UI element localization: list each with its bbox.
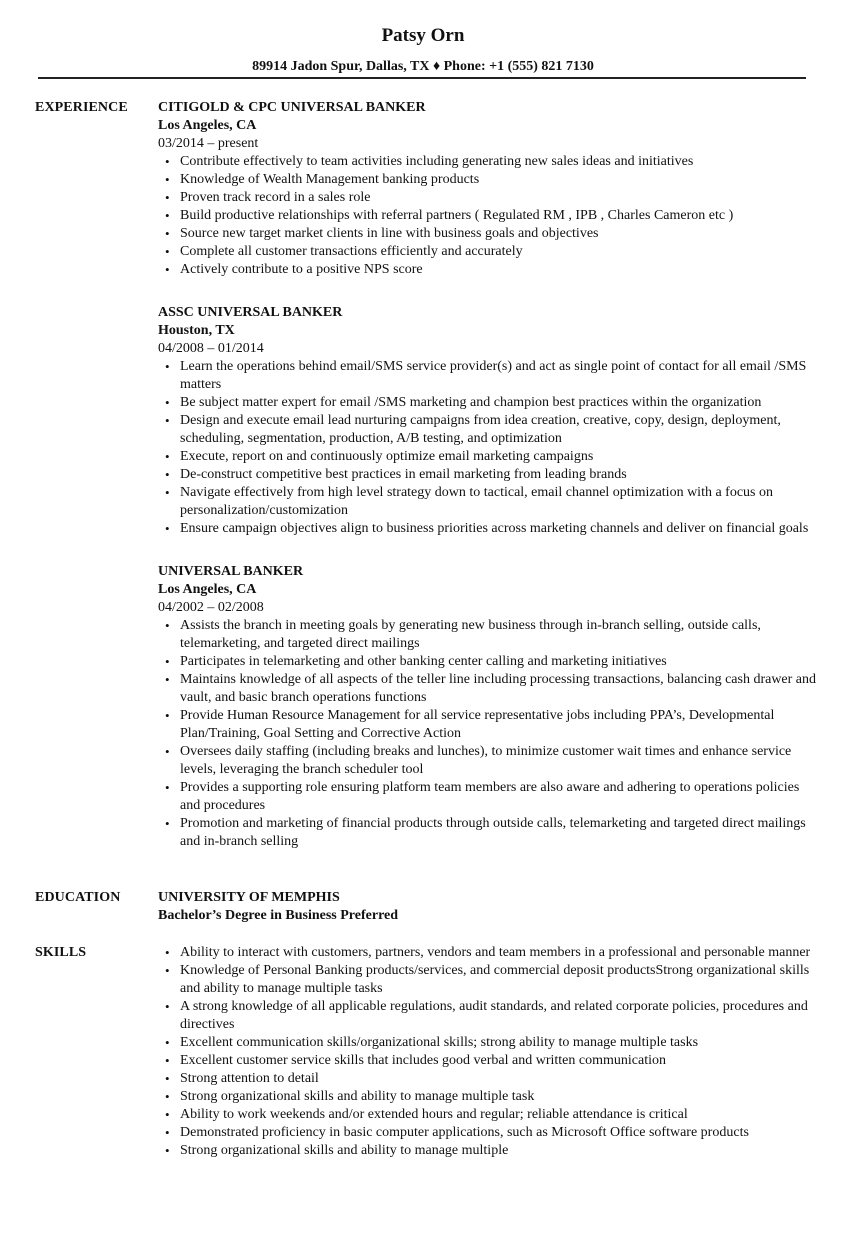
list-item: • Complete all customer transactions efficiently and accurately bbox=[158, 243, 818, 261]
job-entry bbox=[158, 304, 818, 538]
list-item: • Knowledge of Personal Banking products/services, and commercial deposit productsStrong organizational skills and ability to manage multiple tasks bbox=[158, 962, 818, 998]
job-entry bbox=[158, 99, 818, 279]
job-entry bbox=[158, 563, 818, 851]
list-item: • Knowledge of Wealth Management banking products bbox=[158, 171, 818, 189]
section-label-education: EDUCATION bbox=[35, 890, 121, 905]
job-title: ASSC UNIVERSAL BANKER bbox=[158, 305, 343, 320]
list-item: • Promotion and marketing of financial products through outside calls, telemarketing and targeted direct mailings and in-branch selling bbox=[158, 815, 818, 851]
list-item: • Strong organizational skills and ability to manage multiple bbox=[158, 1142, 818, 1160]
section-label-experience: EXPERIENCE bbox=[35, 100, 128, 115]
list-item: • Excellent communication skills/organizational skills; strong ability to manage multiple tasks bbox=[158, 1034, 818, 1052]
list-item: • Strong attention to detail bbox=[158, 1070, 818, 1088]
job-location: Los Angeles, CA bbox=[158, 582, 257, 597]
list-item: • Provides a supporting role ensuring platform team members are also aware and adhering to operations policies and procedures bbox=[158, 779, 818, 815]
job-dates: 04/2002 – 02/2008 bbox=[158, 600, 264, 615]
list-item: • Demonstrated proficiency in basic computer applications, such as Microsoft Office software products bbox=[158, 1124, 818, 1142]
list-item: • Participates in telemarketing and other banking center calling and marketing initiatives bbox=[158, 653, 818, 671]
candidate-name: Patsy Orn bbox=[381, 25, 465, 46]
job-bullets bbox=[158, 617, 818, 851]
list-item: • Strong organizational skills and ability to manage multiple task bbox=[158, 1088, 818, 1106]
job-bullets bbox=[158, 153, 818, 279]
list-item: • Source new target market clients in line with business goals and objectives bbox=[158, 225, 818, 243]
list-item: • Actively contribute to a positive NPS score bbox=[158, 261, 818, 279]
list-item: • Navigate effectively from high level strategy down to tactical, email channel optimization with a focus on personalization/customization bbox=[158, 484, 818, 520]
list-item: • Proven track record in a sales role bbox=[158, 189, 818, 207]
list-item: • Provide Human Resource Management for all service representative jobs including PPA’s, Developmental Plan/Training, Goal Setting and Corrective Action bbox=[158, 707, 818, 743]
skills-bullets bbox=[158, 944, 818, 1160]
list-item: • Build productive relationships with referral partners ( Regulated RM , IPB , Charles Cameron etc ) bbox=[158, 207, 818, 225]
list-item: • Learn the operations behind email/SMS service provider(s) and act as single point of contact for all email /SMS matters bbox=[158, 358, 818, 394]
list-item: • Ability to interact with customers, partners, vendors and team members in a professional and personable manner bbox=[158, 944, 818, 962]
degree: Bachelor’s Degree in Business Preferred bbox=[158, 908, 399, 923]
list-item: • Oversees daily staffing (including breaks and lunches), to minimize customer wait times and enhance service levels, leveraging the branch scheduler tool bbox=[158, 743, 818, 779]
job-dates: 04/2008 – 01/2014 bbox=[158, 341, 264, 356]
list-item: • Excellent customer service skills that includes good verbal and written communication bbox=[158, 1052, 818, 1070]
job-location: Los Angeles, CA bbox=[158, 118, 257, 133]
list-item: • De-construct competitive best practices in email marketing from leading brands bbox=[158, 466, 818, 484]
list-item: • Design and execute email lead nurturing campaigns from idea creation, creative, copy, design, deployment, scheduling, segmentation, production, A/B testing, and optimization bbox=[158, 412, 818, 448]
list-item: • Execute, report on and continuously optimize email marketing campaigns bbox=[158, 448, 818, 466]
section-label-skills: SKILLS bbox=[35, 945, 87, 960]
job-dates: 03/2014 – present bbox=[158, 136, 259, 151]
list-item: • Maintains knowledge of all aspects of the teller line including processing transactions, balancing cash drawer and vault, and basic branch operations functions bbox=[158, 671, 818, 707]
list-item: • Ensure campaign objectives align to business priorities across marketing channels and deliver on financial goals bbox=[158, 520, 818, 538]
contact-line: 89914 Jadon Spur, Dallas, TX ♦ Phone: +1 (555) 821 7130 bbox=[252, 59, 594, 74]
list-item: • Ability to work weekends and/or extended hours and regular; reliable attendance is critical bbox=[158, 1106, 818, 1124]
list-item: • Contribute effectively to team activities including generating new sales ideas and initiatives bbox=[158, 153, 818, 171]
header-divider bbox=[38, 77, 806, 79]
education-content bbox=[158, 889, 818, 925]
job-title: UNIVERSAL BANKER bbox=[158, 564, 304, 579]
list-item: • Be subject matter expert for email /SMS marketing and champion best practices within the organization bbox=[158, 394, 818, 412]
job-bullets bbox=[158, 358, 818, 538]
job-location: Houston, TX bbox=[158, 323, 235, 338]
list-item: • A strong knowledge of all applicable regulations, audit standards, and related corporate policies, procedures and directives bbox=[158, 998, 818, 1034]
school-name: UNIVERSITY OF MEMPHIS bbox=[158, 890, 340, 905]
experience-content bbox=[158, 99, 818, 851]
job-title: CITIGOLD & CPC UNIVERSAL BANKER bbox=[158, 100, 426, 115]
list-item: • Assists the branch in meeting goals by generating new business through in-branch selling, outside calls, telemarketing, and targeted direct mailings bbox=[158, 617, 818, 653]
skills-content bbox=[158, 944, 818, 1160]
